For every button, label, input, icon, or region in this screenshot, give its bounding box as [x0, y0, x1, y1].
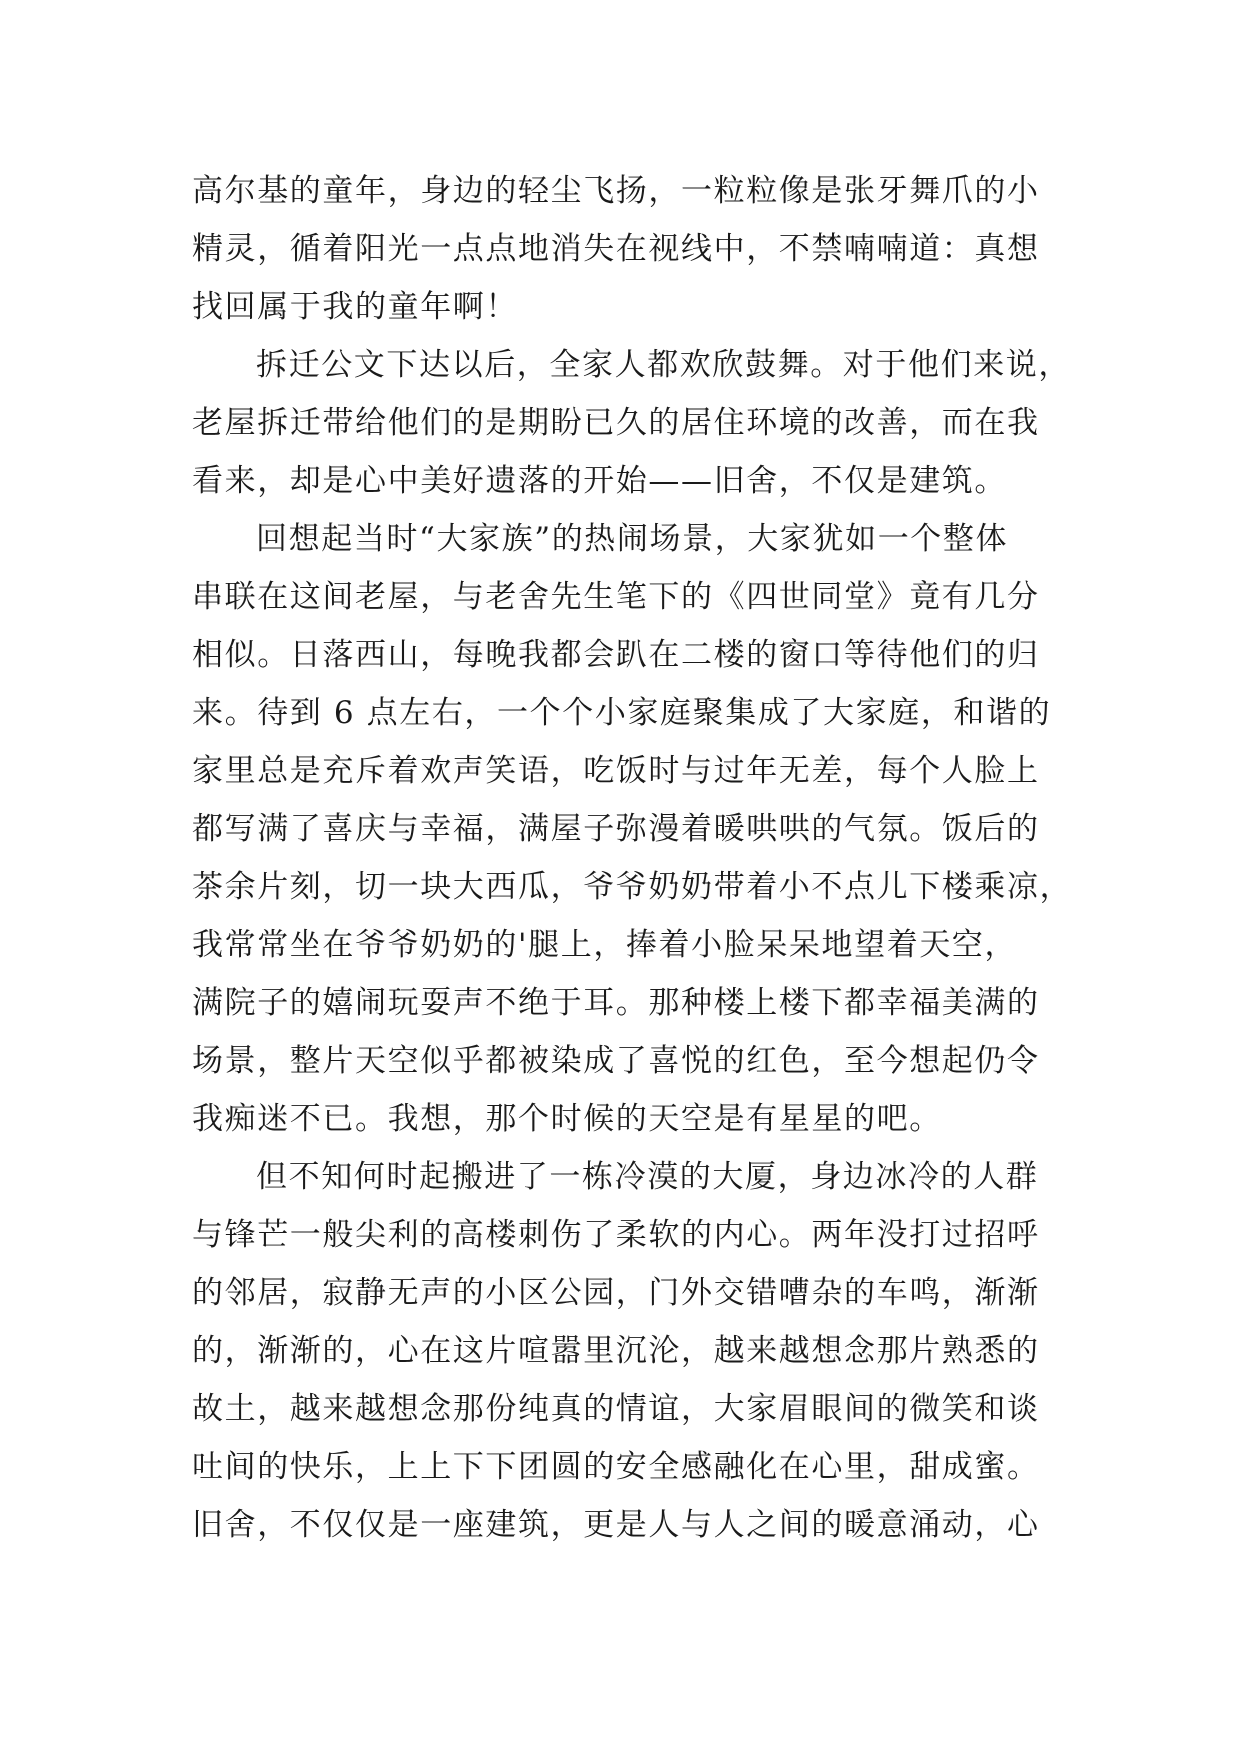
text-line-3: 找回属于我的童年啊！	[192, 289, 518, 325]
text-line-21: 的，渐渐的，心在这片喧嚣里沉沦，越来越想念那片熟悉的	[192, 1333, 1040, 1369]
text-line-17: 我痴迷不已。我想，那个时候的天空是有星星的吧。	[192, 1101, 942, 1137]
text-line-5: 老屋拆迁带给他们的是期盼已久的居住环境的改善，而在我	[192, 405, 1040, 441]
text-line-24: 旧舍，不仅仅是一座建筑，更是人与人之间的暖意涌动，心	[192, 1507, 1040, 1543]
text-line-6: 看来，却是心中美好遗落的开始——旧舍，不仅是建筑。	[192, 463, 1007, 499]
text-line-13: 茶余片刻，切一块大西瓜，爷爷奶奶带着小不点儿下楼乘凉，	[192, 869, 1073, 905]
paragraph-start-line-7: 回想起当时“大家族”的热闹场景，大家犹如一个整体	[256, 521, 1009, 557]
text-line-19: 与锋芒一般尖利的高楼刺伤了柔软的内心。两年没打过招呼	[192, 1217, 1040, 1253]
text-line-23: 吐间的快乐，上上下下团圆的安全感融化在心里，甜成蜜。	[192, 1449, 1040, 1485]
text-line-14: 我常常坐在爷爷奶奶的'腿上，捧着小脸呆呆地望着天空，	[192, 927, 1018, 963]
text-line-20: 的邻居，寂静无声的小区公园，门外交错嘈杂的车鸣，渐渐	[192, 1275, 1040, 1311]
text-line-1: 高尔基的童年，身边的轻尘飞扬，一粒粒像是张牙舞爪的小	[192, 173, 1040, 209]
text-line-8: 串联在这间老屋，与老舍先生笔下的《四世同堂》竟有几分	[192, 579, 1040, 615]
text-line-2: 精灵，循着阳光一点点地消失在视线中，不禁喃喃道：真想	[192, 231, 1040, 267]
text-line-12: 都写满了喜庆与幸福，满屋子弥漫着暖哄哄的气氛。饭后的	[192, 811, 1040, 847]
paragraph-start-line-18: 但不知何时起搬进了一栋冷漠的大厦，身边冰冷的人群	[256, 1159, 1039, 1195]
text-line-11: 家里总是充斥着欢声笑语，吃饭时与过年无差，每个人脸上	[192, 753, 1040, 789]
text-line-9: 相似。日落西山，每晚我都会趴在二楼的窗口等待他们的归	[192, 637, 1040, 673]
text-line-16: 场景，整片天空似乎都被染成了喜悦的红色，至今想起仍令	[192, 1043, 1040, 1079]
text-line-22: 故土，越来越想念那份纯真的情谊，大家眉眼间的微笑和谈	[192, 1391, 1040, 1427]
paragraph-start-line-4: 拆迁公文下达以后，全家人都欢欣鼓舞。对于他们来说，	[256, 347, 1071, 383]
text-line-10: 来。待到 6 点左右，一个个小家庭聚集成了大家庭，和谐的	[192, 695, 1052, 731]
text-line-15: 满院子的嬉闹玩耍声不绝于耳。那种楼上楼下都幸福美满的	[192, 985, 1040, 1021]
